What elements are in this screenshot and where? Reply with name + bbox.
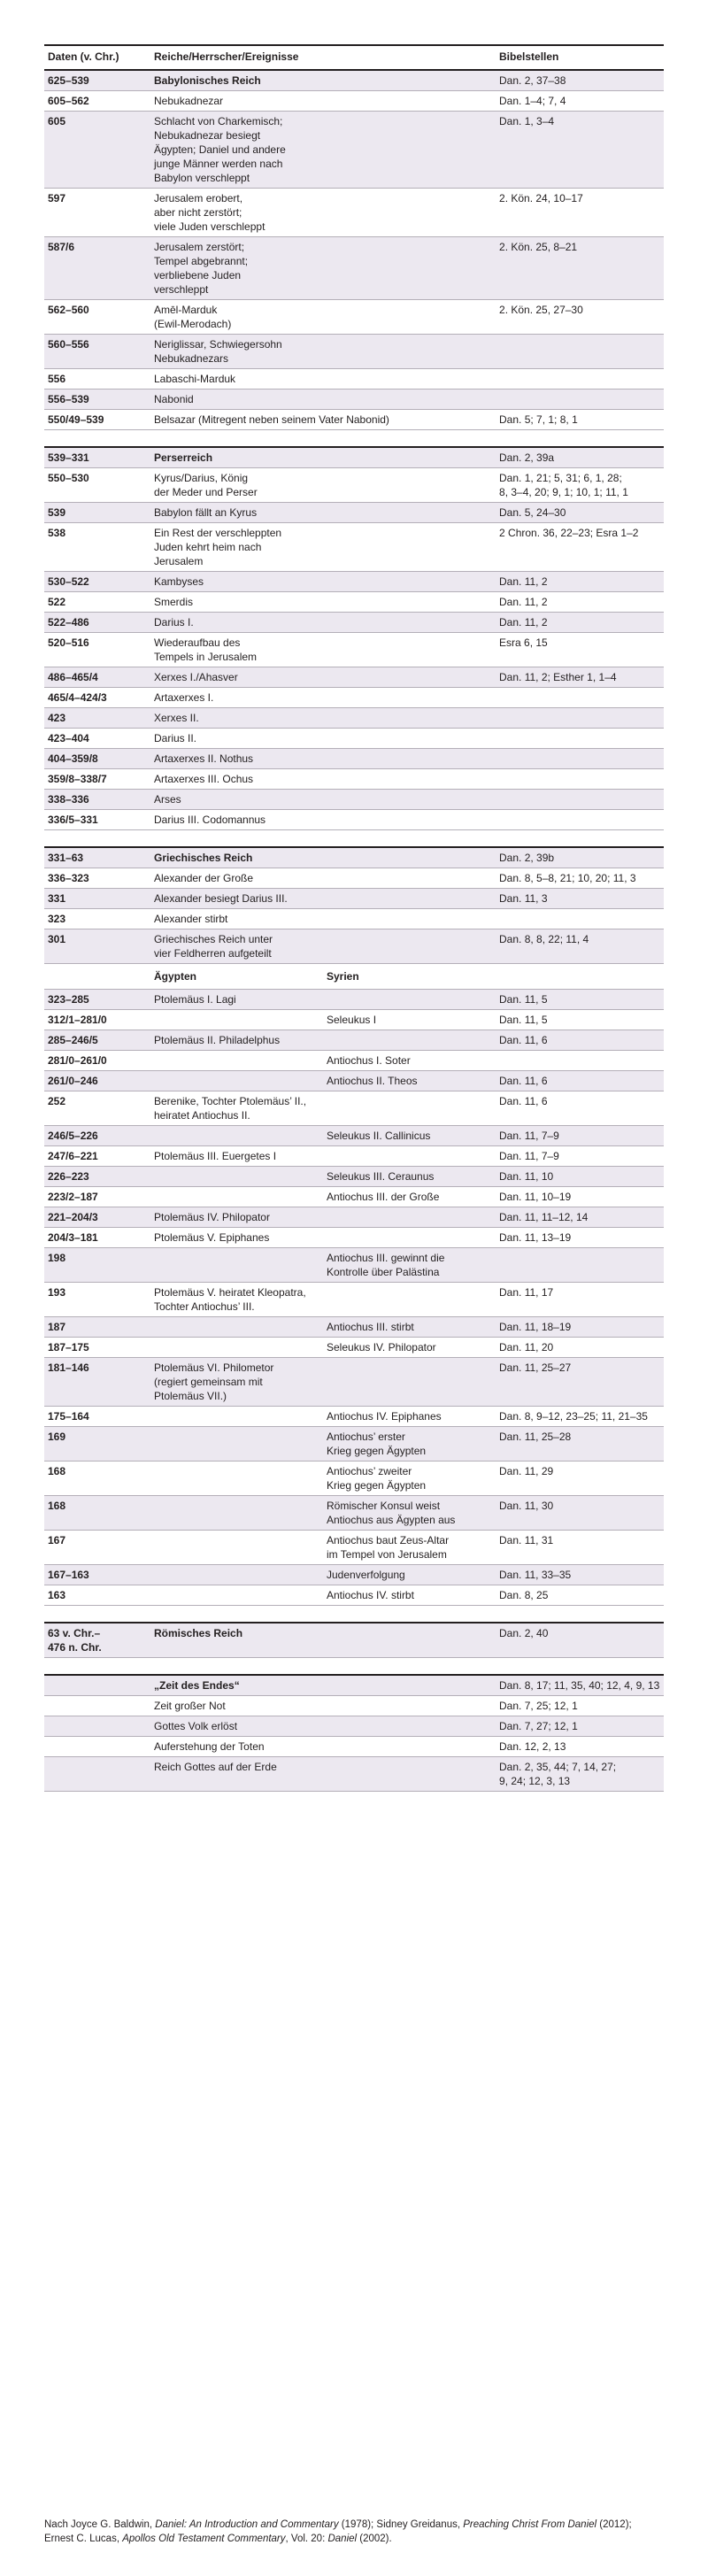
- date-cell: 331: [44, 889, 150, 909]
- event-cell: Alexander stirbt: [150, 909, 496, 929]
- date-cell: 550–530: [44, 468, 150, 503]
- egypt-cell: Ptolemäus VI. Philometor (regiert gemeinsam mit Ptolemäus VII.): [150, 1358, 323, 1407]
- egypt-cell: [150, 1317, 323, 1338]
- event-cell: Artaxerxes I.: [150, 688, 496, 708]
- footnote-text: Nach Joyce G. Baldwin,: [44, 2519, 156, 2530]
- reference-cell: Dan. 8, 9–12, 23–25; 11, 21–35: [496, 1407, 664, 1427]
- egypt-cell: Ptolemäus V. Epiphanes: [150, 1228, 323, 1248]
- egypt-cell: [150, 1051, 323, 1071]
- date-cell: 465/4–424/3: [44, 688, 150, 708]
- reference-cell: [496, 335, 664, 369]
- reference-cell: Dan. 11, 31: [496, 1531, 664, 1565]
- persia-row: [44, 790, 664, 810]
- reference-cell: Dan. 11, 6: [496, 1091, 664, 1126]
- event-cell: Perserreich: [150, 447, 496, 468]
- kingdoms-row: [44, 1091, 664, 1126]
- greece-row: [44, 889, 664, 909]
- date-cell: 331–63: [44, 847, 150, 868]
- section-spacer: [44, 830, 664, 848]
- end-times-row: [44, 1737, 664, 1757]
- footnote-title: Preaching Christ From Daniel: [463, 2519, 597, 2530]
- persia-row: [44, 729, 664, 749]
- date-cell: 323–285: [44, 990, 150, 1010]
- date-cell: 193: [44, 1283, 150, 1317]
- reference-cell: 2. Kön. 25, 27–30: [496, 300, 664, 335]
- reference-cell: Dan. 11, 6: [496, 1030, 664, 1051]
- event-cell: Ein Rest der verschleppten Juden kehrt heim nach Jerusalem: [150, 523, 496, 572]
- egypt-cell: [150, 1248, 323, 1283]
- reference-cell: Dan. 11, 2; Esther 1, 1–4: [496, 667, 664, 688]
- reference-cell: Dan. 11, 13–19: [496, 1228, 664, 1248]
- reference-cell: Dan. 11, 11–12, 14: [496, 1207, 664, 1228]
- reference-cell: Dan. 11, 2: [496, 613, 664, 633]
- syria-cell: Antiochus III. der Große: [323, 1187, 496, 1207]
- date-cell: 175–164: [44, 1407, 150, 1427]
- date-cell: [44, 1757, 150, 1792]
- date-cell: 587/6: [44, 237, 150, 300]
- kingdoms-row: [44, 1207, 664, 1228]
- reference-cell: Dan. 12, 2, 13: [496, 1737, 664, 1757]
- reference-cell: Dan. 11, 18–19: [496, 1317, 664, 1338]
- event-cell: Jerusalem zerstört; Tempel abgebrannt; verbliebene Juden verschleppt: [150, 237, 496, 300]
- reference-cell: Dan. 2, 39a: [496, 447, 664, 468]
- kingdoms-row: [44, 1531, 664, 1565]
- kingdoms-row: [44, 1010, 664, 1030]
- date-cell: 223/2–187: [44, 1187, 150, 1207]
- kingdoms-row: [44, 1146, 664, 1167]
- kingdoms-row: [44, 1167, 664, 1187]
- reference-cell: Dan. 1–4; 7, 4: [496, 91, 664, 112]
- date-cell: 539: [44, 503, 150, 523]
- footnote-text: (1978); Sidney Greidanus,: [338, 2519, 464, 2530]
- kingdoms-subheader-row: [44, 964, 664, 990]
- reference-cell: Dan. 7, 27; 12, 1: [496, 1716, 664, 1737]
- kingdoms-row: [44, 1496, 664, 1531]
- syria-cell: Antiochus’ zweiter Krieg gegen Ägypten: [323, 1462, 496, 1496]
- date-cell: 538: [44, 523, 150, 572]
- reference-cell: Dan. 11, 10: [496, 1167, 664, 1187]
- date-cell: 167–163: [44, 1565, 150, 1585]
- reference-cell: Dan. 2, 39b: [496, 847, 664, 868]
- chronology-table: [44, 44, 664, 1792]
- event-cell: Artaxerxes III. Ochus: [150, 769, 496, 790]
- date-cell: 625–539: [44, 70, 150, 91]
- reference-cell: [496, 729, 664, 749]
- event-cell: Griechisches Reich unter vier Feldherren aufgeteilt: [150, 929, 496, 964]
- header-events: Reiche/Herrscher/Ereignisse: [150, 45, 496, 70]
- reference-cell: Dan. 11, 25–27: [496, 1358, 664, 1407]
- syria-cell: Antiochus baut Zeus-Altar im Tempel von Jerusalem: [323, 1531, 496, 1565]
- footnote-text: (2002).: [357, 2534, 392, 2544]
- kingdoms-row: [44, 1338, 664, 1358]
- kingdoms-row: [44, 1427, 664, 1462]
- persia-row: [44, 810, 664, 830]
- babylon-row: [44, 389, 664, 410]
- persia-row: [44, 503, 664, 523]
- reference-cell: Dan. 11, 7–9: [496, 1126, 664, 1146]
- persia-row: [44, 613, 664, 633]
- syria-cell: Antiochus III. stirbt: [323, 1317, 496, 1338]
- chronology-table-wrapper: [44, 44, 664, 1792]
- section-spacer: [44, 1658, 664, 1676]
- date-cell: 359/8–338/7: [44, 769, 150, 790]
- date-cell: [44, 1675, 150, 1696]
- kingdoms-row: [44, 1126, 664, 1146]
- date-cell: 261/0–246: [44, 1071, 150, 1091]
- event-cell: Neriglissar, Schwiegersohn Nebukadnezars: [150, 335, 496, 369]
- reference-cell: Dan. 11, 20: [496, 1338, 664, 1358]
- table-header-row: [44, 45, 664, 70]
- event-cell: Auferstehung der Toten: [150, 1737, 496, 1757]
- footnote-title: Apollos Old Testament Commentary: [122, 2534, 286, 2544]
- reference-cell: 2. Kön. 24, 10–17: [496, 189, 664, 237]
- babylon-heading-row: [44, 70, 664, 91]
- reference-cell: Dan. 11, 2: [496, 572, 664, 592]
- reference-cell: Dan. 11, 6: [496, 1071, 664, 1091]
- event-cell: Zeit großer Not: [150, 1696, 496, 1716]
- syria-cell: Antiochus III. gewinnt die Kontrolle über Palästina: [323, 1248, 496, 1283]
- kingdoms-row: [44, 1407, 664, 1427]
- syria-cell: Antiochus IV. stirbt: [323, 1585, 496, 1606]
- subheader-egypt: Ägypten: [150, 964, 323, 990]
- persia-row: [44, 523, 664, 572]
- syria-cell: Antiochus IV. Epiphanes: [323, 1407, 496, 1427]
- syria-cell: Antiochus I. Soter: [323, 1051, 496, 1071]
- reference-cell: Dan. 8, 17; 11, 35, 40; 12, 4, 9, 13: [496, 1675, 664, 1696]
- date-cell: 530–522: [44, 572, 150, 592]
- event-cell: Artaxerxes II. Nothus: [150, 749, 496, 769]
- syria-cell: Seleukus IV. Philopator: [323, 1338, 496, 1358]
- reference-cell: [496, 749, 664, 769]
- reference-cell: Dan. 11, 33–35: [496, 1565, 664, 1585]
- section-spacer: [44, 1606, 664, 1623]
- reference-cell: Dan. 11, 25–28: [496, 1427, 664, 1462]
- syria-cell: Seleukus III. Ceraunus: [323, 1167, 496, 1187]
- date-cell: 550/49–539: [44, 410, 150, 430]
- event-cell: Labaschi-Marduk: [150, 369, 496, 389]
- persia-row: [44, 769, 664, 790]
- egypt-cell: [150, 1338, 323, 1358]
- date-cell: 163: [44, 1585, 150, 1606]
- egypt-cell: [150, 1167, 323, 1187]
- date-cell: 336/5–331: [44, 810, 150, 830]
- syria-cell: Judenverfolgung: [323, 1565, 496, 1585]
- date-cell: 539–331: [44, 447, 150, 468]
- date-cell: 187–175: [44, 1338, 150, 1358]
- reference-cell: Dan. 8, 5–8, 21; 10, 20; 11, 3: [496, 868, 664, 889]
- reference-cell: Dan. 2, 35, 44; 7, 14, 27; 9, 24; 12, 3, 13: [496, 1757, 664, 1792]
- reference-cell: Dan. 7, 25; 12, 1: [496, 1696, 664, 1716]
- rome-heading-row: [44, 1623, 664, 1658]
- date-cell: 336–323: [44, 868, 150, 889]
- event-cell: Wiederaufbau des Tempels in Jerusalem: [150, 633, 496, 667]
- footnote-text: , Vol. 20:: [285, 2534, 328, 2544]
- kingdoms-row: [44, 1071, 664, 1091]
- reference-cell: Dan. 11, 3: [496, 889, 664, 909]
- date-cell: 221–204/3: [44, 1207, 150, 1228]
- reference-cell: Dan. 8, 25: [496, 1585, 664, 1606]
- reference-cell: Esra 6, 15: [496, 633, 664, 667]
- date-cell: 404–359/8: [44, 749, 150, 769]
- event-cell: Alexander der Große: [150, 868, 496, 889]
- egypt-cell: Ptolemäus I. Lagi: [150, 990, 323, 1010]
- table-body: [44, 70, 664, 1792]
- reference-cell: Dan. 11, 2: [496, 592, 664, 613]
- syria-cell: [323, 1146, 496, 1167]
- egypt-cell: [150, 1126, 323, 1146]
- date-cell: 226–223: [44, 1167, 150, 1187]
- footnote-title: Daniel: [327, 2534, 358, 2544]
- date-cell: 423: [44, 708, 150, 729]
- event-cell: Xerxes I./Ahasver: [150, 667, 496, 688]
- babylon-row: [44, 112, 664, 189]
- end-times-heading-row: [44, 1675, 664, 1696]
- event-cell: Arses: [150, 790, 496, 810]
- persia-row: [44, 468, 664, 503]
- date-cell: 338–336: [44, 790, 150, 810]
- event-cell: Gottes Volk erlöst: [150, 1716, 496, 1737]
- kingdoms-row: [44, 990, 664, 1010]
- egypt-cell: [150, 1565, 323, 1585]
- reference-cell: Dan. 11, 10–19: [496, 1187, 664, 1207]
- date-cell: 312/1–281/0: [44, 1010, 150, 1030]
- event-cell: Amēl-Marduk (Ewil-Merodach): [150, 300, 496, 335]
- egypt-cell: [150, 1010, 323, 1030]
- date-cell: 252: [44, 1091, 150, 1126]
- syria-cell: [323, 1030, 496, 1051]
- egypt-cell: [150, 1531, 323, 1565]
- syria-cell: Antiochus’ erster Krieg gegen Ägypten: [323, 1427, 496, 1462]
- kingdoms-row: [44, 1187, 664, 1207]
- event-cell: Kyrus/Darius, König der Meder und Perser: [150, 468, 496, 503]
- date-cell: 198: [44, 1248, 150, 1283]
- date-cell: 522: [44, 592, 150, 613]
- reference-cell: Dan. 5, 24–30: [496, 503, 664, 523]
- date-cell: 63 v. Chr.– 476 n. Chr.: [44, 1623, 150, 1658]
- babylon-row: [44, 91, 664, 112]
- date-cell: 187: [44, 1317, 150, 1338]
- reference-cell: Dan. 2, 37–38: [496, 70, 664, 91]
- egypt-cell: Ptolemäus V. heiratet Kleopatra, Tochter Antiochus’ III.: [150, 1283, 323, 1317]
- reference-cell: Dan. 11, 5: [496, 990, 664, 1010]
- kingdoms-row: [44, 1585, 664, 1606]
- reference-cell: [496, 389, 664, 410]
- kingdoms-row: [44, 1051, 664, 1071]
- date-cell: 247/6–221: [44, 1146, 150, 1167]
- event-cell: Kambyses: [150, 572, 496, 592]
- date-cell: 168: [44, 1496, 150, 1531]
- persia-row: [44, 749, 664, 769]
- reference-cell: Dan. 11, 17: [496, 1283, 664, 1317]
- reference-cell: Dan. 5; 7, 1; 8, 1: [496, 410, 664, 430]
- egypt-cell: Ptolemäus II. Philadelphus: [150, 1030, 323, 1051]
- date-cell: 423–404: [44, 729, 150, 749]
- event-cell: Römisches Reich: [150, 1623, 496, 1658]
- date-cell: 597: [44, 189, 150, 237]
- egypt-cell: [150, 1496, 323, 1531]
- date-cell: 560–556: [44, 335, 150, 369]
- header-refs: Bibelstellen: [496, 45, 664, 70]
- reference-cell: [496, 769, 664, 790]
- date-cell: [44, 1737, 150, 1757]
- greece-row: [44, 929, 664, 964]
- persia-row: [44, 592, 664, 613]
- date-cell: 522–486: [44, 613, 150, 633]
- event-cell: Reich Gottes auf der Erde: [150, 1757, 496, 1792]
- reference-cell: 2. Kön. 25, 8–21: [496, 237, 664, 300]
- reference-cell: Dan. 2, 40: [496, 1623, 664, 1658]
- date-cell: 246/5–226: [44, 1126, 150, 1146]
- egypt-cell: Berenike, Tochter Ptolemäus’ II., heiratet Antiochus II.: [150, 1091, 323, 1126]
- reference-cell: Dan. 11, 29: [496, 1462, 664, 1496]
- kingdoms-row: [44, 1358, 664, 1407]
- babylon-row: [44, 189, 664, 237]
- event-cell: Nebukadnezar: [150, 91, 496, 112]
- footnote-text: (2012); Ernest C. Lucas,: [44, 2519, 632, 2544]
- egypt-cell: [150, 1071, 323, 1091]
- kingdoms-row: [44, 1248, 664, 1283]
- syria-cell: [323, 990, 496, 1010]
- date-cell: 605–562: [44, 91, 150, 112]
- end-times-row: [44, 1757, 664, 1792]
- greece-row: [44, 868, 664, 889]
- reference-cell: [496, 790, 664, 810]
- kingdoms-row: [44, 1228, 664, 1248]
- egypt-cell: [150, 1427, 323, 1462]
- reference-cell: Dan. 11, 30: [496, 1496, 664, 1531]
- reference-cell: Dan. 11, 5: [496, 1010, 664, 1030]
- event-cell: Schlacht von Charkemisch; Nebukadnezar besiegt Ägypten; Daniel und andere junge Männer werden nach Babylon verschleppt: [150, 112, 496, 189]
- persia-row: [44, 633, 664, 667]
- reference-cell: 2 Chron. 36, 22–23; Esra 1–2: [496, 523, 664, 572]
- reference-cell: [496, 369, 664, 389]
- date-cell: 562–560: [44, 300, 150, 335]
- section-spacer: [44, 430, 664, 448]
- date-cell: 167: [44, 1531, 150, 1565]
- subheader-syria: Syrien: [323, 964, 496, 990]
- syria-cell: [323, 1207, 496, 1228]
- end-times-row: [44, 1696, 664, 1716]
- reference-cell: Dan. 1, 21; 5, 31; 6, 1, 28; 8, 3–4, 20; 9, 1; 10, 1; 11, 1: [496, 468, 664, 503]
- reference-cell: [496, 810, 664, 830]
- persia-row: [44, 667, 664, 688]
- event-cell: Belsazar (Mitregent neben seinem Vater Nabonid): [150, 410, 496, 430]
- syria-cell: Seleukus II. Callinicus: [323, 1126, 496, 1146]
- date-cell: 301: [44, 929, 150, 964]
- reference-cell: Dan. 11, 7–9: [496, 1146, 664, 1167]
- kingdoms-row: [44, 1030, 664, 1051]
- syria-cell: Römischer Konsul weist Antiochus aus Ägypten aus: [323, 1496, 496, 1531]
- end-times-row: [44, 1716, 664, 1737]
- event-cell: Babylonisches Reich: [150, 70, 496, 91]
- reference-cell: Dan. 1, 3–4: [496, 112, 664, 189]
- date-cell: 281/0–261/0: [44, 1051, 150, 1071]
- egypt-cell: Ptolemäus III. Euergetes I: [150, 1146, 323, 1167]
- reference-cell: [496, 1248, 664, 1283]
- event-cell: Alexander besiegt Darius III.: [150, 889, 496, 909]
- header-dates: Daten (v. Chr.): [44, 45, 150, 70]
- persia-heading-row: [44, 447, 664, 468]
- babylon-row: [44, 335, 664, 369]
- greece-row: [44, 909, 664, 929]
- event-cell: Darius III. Codomannus: [150, 810, 496, 830]
- egypt-cell: [150, 1187, 323, 1207]
- babylon-row: [44, 410, 664, 430]
- date-cell: [44, 1696, 150, 1716]
- babylon-row: [44, 300, 664, 335]
- egypt-cell: [150, 1407, 323, 1427]
- date-cell: 520–516: [44, 633, 150, 667]
- event-cell: Jerusalem erobert, aber nicht zerstört; viele Juden verschleppt: [150, 189, 496, 237]
- date-cell: 556–539: [44, 389, 150, 410]
- footnote-title: Daniel: An Introduction and Commentary: [155, 2519, 339, 2530]
- kingdoms-row: [44, 1462, 664, 1496]
- event-cell: Babylon fällt an Kyrus: [150, 503, 496, 523]
- syria-cell: [323, 1358, 496, 1407]
- reference-cell: [496, 708, 664, 729]
- reference-cell: [496, 1051, 664, 1071]
- date-cell: 556: [44, 369, 150, 389]
- egypt-cell: [150, 1462, 323, 1496]
- date-cell: 204/3–181: [44, 1228, 150, 1248]
- persia-row: [44, 688, 664, 708]
- source-footnote: [44, 2518, 664, 2546]
- babylon-row: [44, 237, 664, 300]
- kingdoms-row: [44, 1283, 664, 1317]
- event-cell: Darius II.: [150, 729, 496, 749]
- persia-row: [44, 708, 664, 729]
- date-cell: 169: [44, 1427, 150, 1462]
- syria-cell: Seleukus I: [323, 1010, 496, 1030]
- date-cell: 285–246/5: [44, 1030, 150, 1051]
- kingdoms-row: [44, 1565, 664, 1585]
- date-cell: 486–465/4: [44, 667, 150, 688]
- egypt-cell: [150, 1585, 323, 1606]
- egypt-cell: Ptolemäus IV. Philopator: [150, 1207, 323, 1228]
- persia-row: [44, 572, 664, 592]
- event-cell: Nabonid: [150, 389, 496, 410]
- kingdoms-row: [44, 1317, 664, 1338]
- event-cell: Griechisches Reich: [150, 847, 496, 868]
- reference-cell: Dan. 8, 8, 22; 11, 4: [496, 929, 664, 964]
- reference-cell: [496, 688, 664, 708]
- date-cell: 605: [44, 112, 150, 189]
- date-cell: 181–146: [44, 1358, 150, 1407]
- syria-cell: [323, 1091, 496, 1126]
- date-cell: 323: [44, 909, 150, 929]
- syria-cell: Antiochus II. Theos: [323, 1071, 496, 1091]
- syria-cell: [323, 1228, 496, 1248]
- event-cell: Smerdis: [150, 592, 496, 613]
- date-cell: 168: [44, 1462, 150, 1496]
- event-cell: „Zeit des Endes“: [150, 1675, 496, 1696]
- babylon-row: [44, 369, 664, 389]
- syria-cell: [323, 1283, 496, 1317]
- reference-cell: [496, 909, 664, 929]
- date-cell: [44, 1716, 150, 1737]
- greece-heading-row: [44, 847, 664, 868]
- event-cell: Xerxes II.: [150, 708, 496, 729]
- event-cell: Darius I.: [150, 613, 496, 633]
